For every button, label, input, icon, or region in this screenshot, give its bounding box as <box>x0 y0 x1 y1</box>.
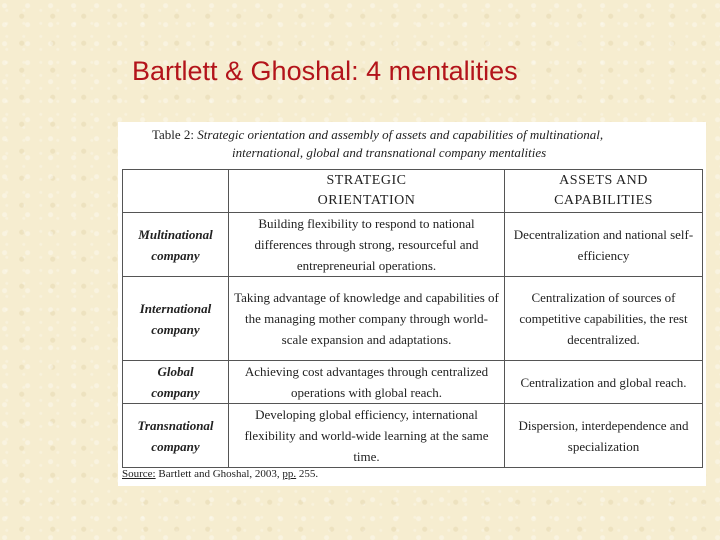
row-label-international: International company <box>123 277 229 361</box>
corner-cell <box>123 170 229 213</box>
cell-assets: Centralization and global reach. <box>505 361 703 404</box>
cell-orientation: Building flexibility to respond to national differences through strong, resourceful and entrepreneurial operations. <box>229 213 505 277</box>
row-label-multinational: Multinational company <box>123 213 229 277</box>
caption-label: Table 2: <box>152 127 195 142</box>
source-page: 255. <box>298 468 319 480</box>
row-label-global: Global company <box>123 361 229 404</box>
header-row <box>123 170 703 213</box>
source-text: Bartlett and Ghoshal, 2003, <box>158 468 280 480</box>
header-strategic-orientation: STRATEGIC ORIENTATION <box>229 170 505 213</box>
header-assets-capabilities: ASSETS AND CAPABILITIES <box>505 170 703 213</box>
caption-text-line2: international, global and transnational company mentalities <box>232 145 547 160</box>
table-caption <box>118 126 706 162</box>
source-page-label: pp. <box>282 468 297 480</box>
cell-assets: Decentralization and national self-efficiency <box>505 213 703 277</box>
caption-text-line1: Strategic orientation and assembly of assets and capabilities of multinational, <box>197 127 604 142</box>
table-row <box>123 213 703 277</box>
table-source <box>122 468 318 480</box>
cell-orientation: Taking advantage of knowledge and capabilities of the managing mother company through world-scale expansion and adaptations. <box>229 277 505 361</box>
cell-assets: Dispersion, interdependence and specialization <box>505 404 703 468</box>
cell-orientation: Achieving cost advantages through centralized operations with global reach. <box>229 361 505 404</box>
table-row <box>123 361 703 404</box>
slide-title: Bartlett & Ghoshal: 4 mentalities <box>132 56 518 86</box>
table-figure <box>118 122 706 486</box>
source-label: Source: <box>122 468 156 480</box>
cell-orientation: Developing global efficiency, international flexibility and world-wide learning at the same time. <box>229 404 505 468</box>
row-label-transnational: Transnational company <box>123 404 229 468</box>
table-row <box>123 277 703 361</box>
mentalities-table <box>122 169 703 468</box>
table-row <box>123 404 703 468</box>
cell-assets: Centralization of sources of competitive capabilities, the rest decentralized. <box>505 277 703 361</box>
